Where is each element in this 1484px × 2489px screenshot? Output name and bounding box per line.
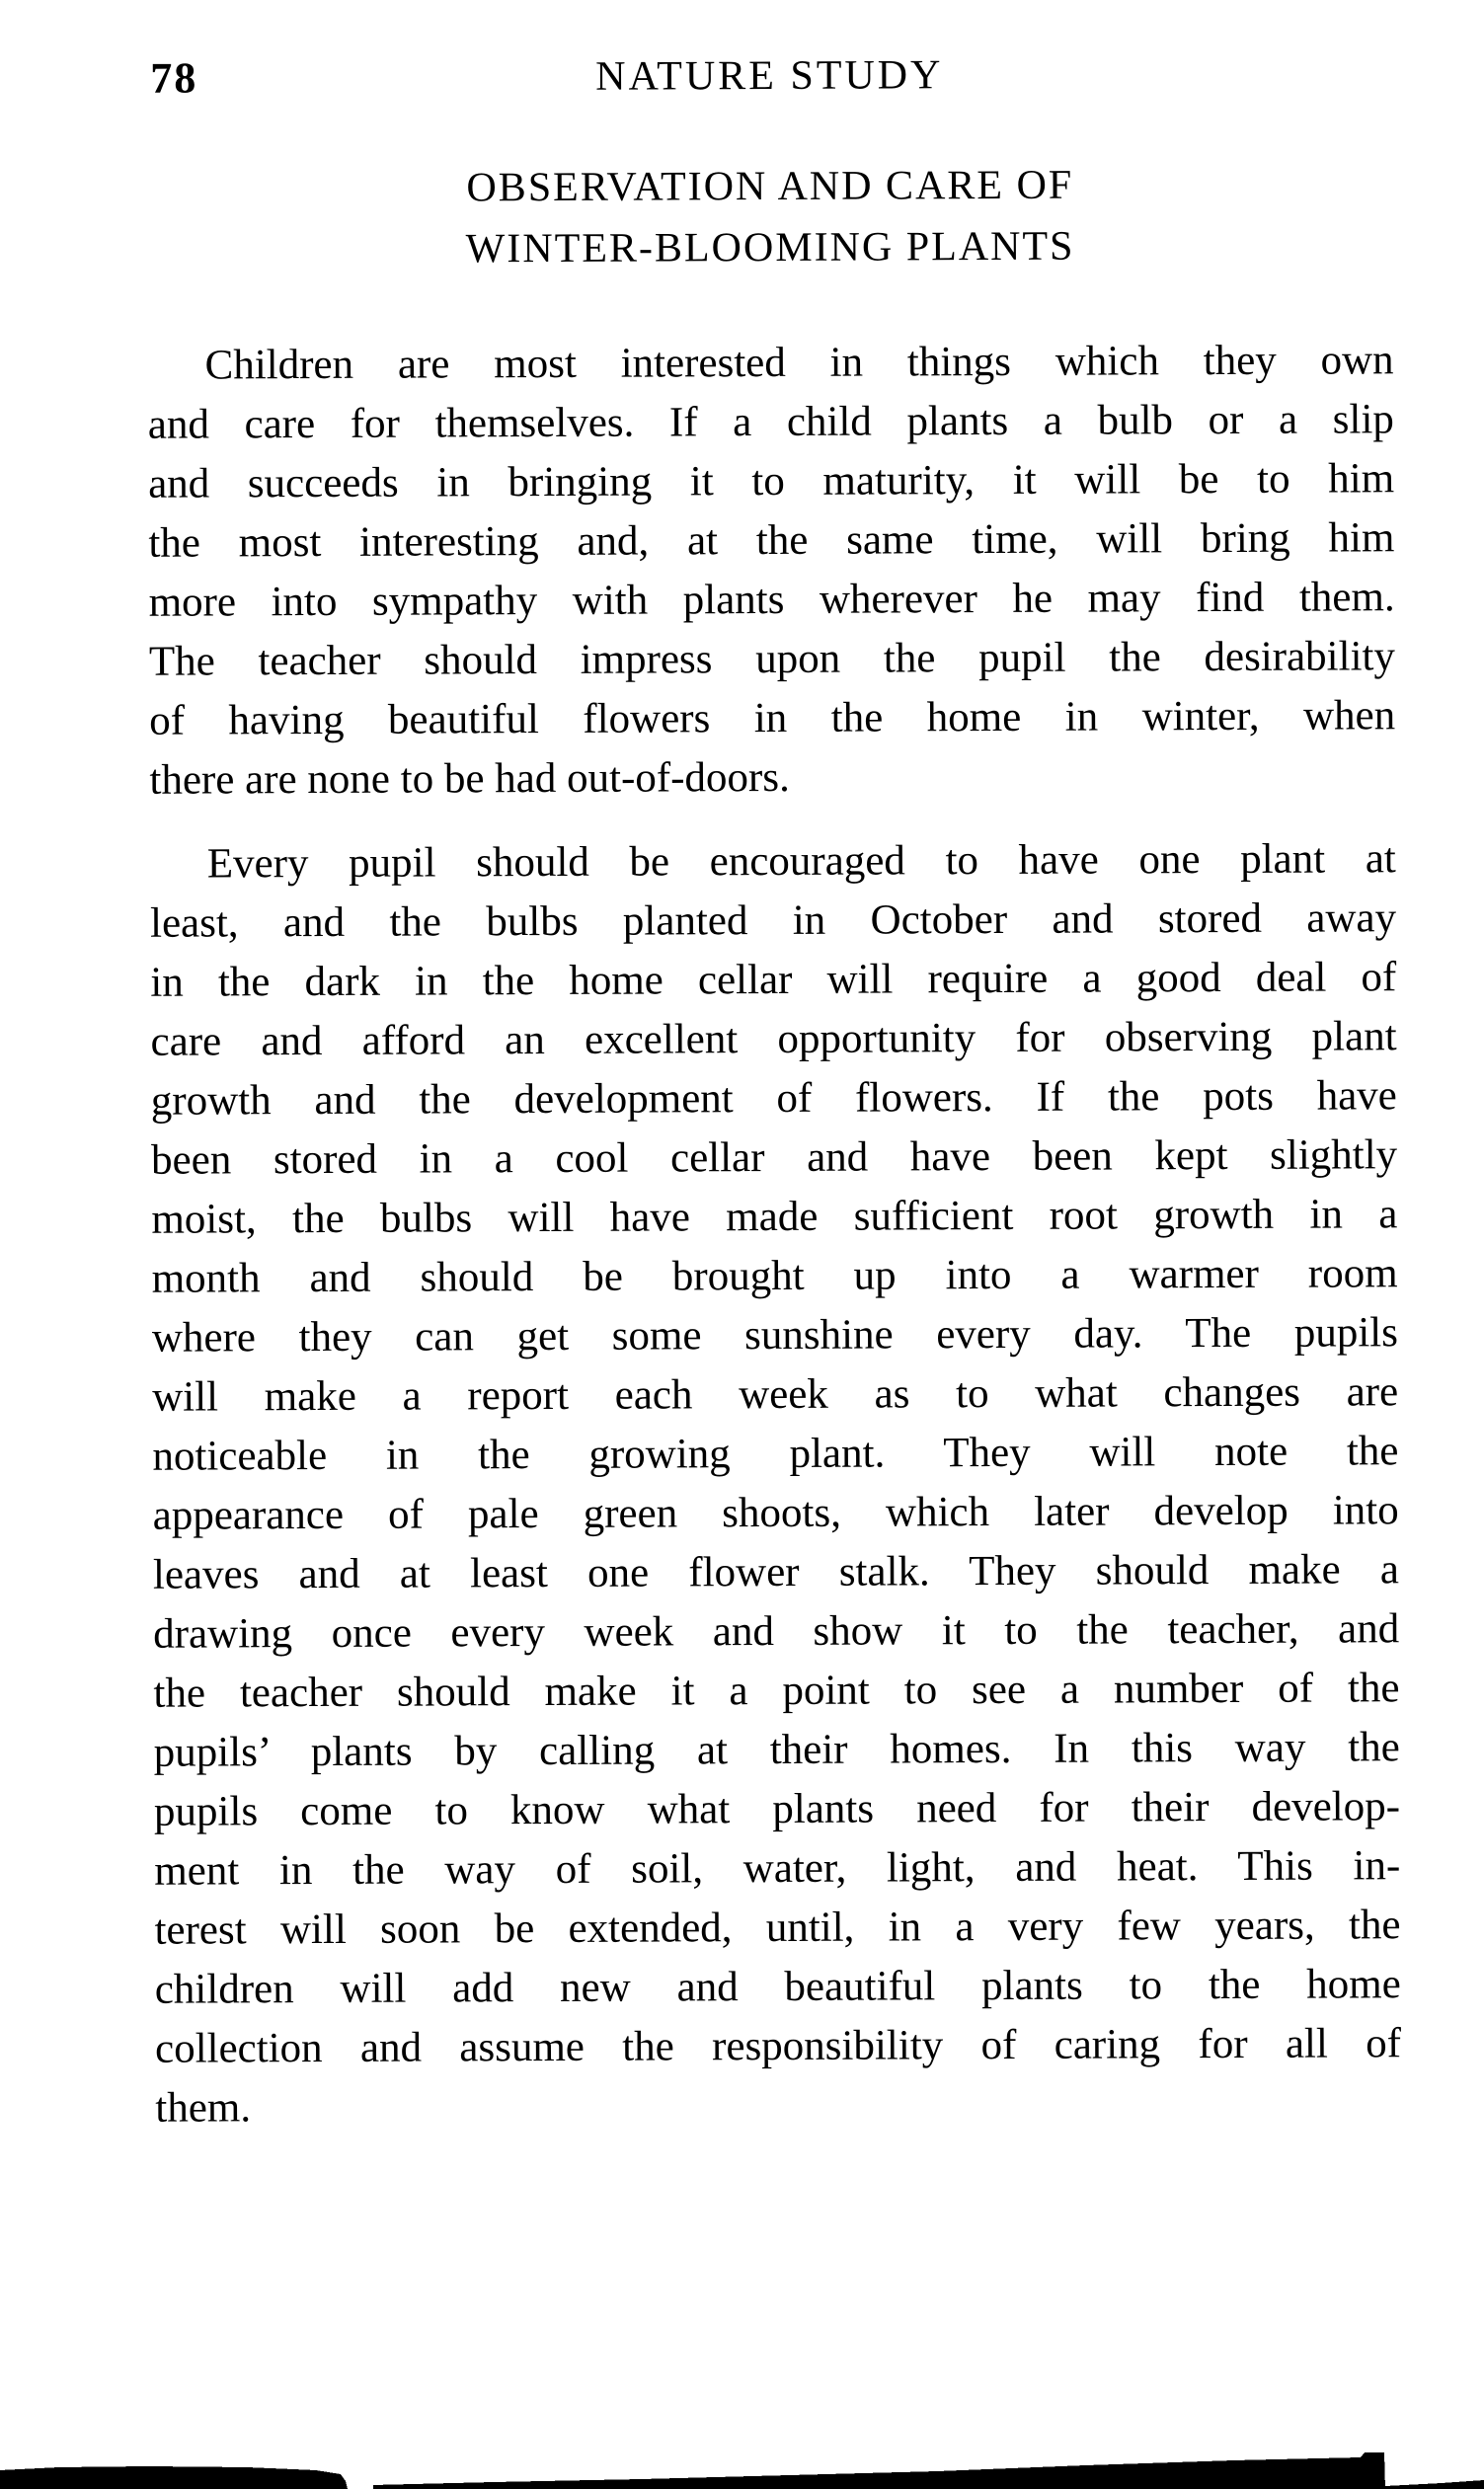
text-line: terest will soon be extended, until, in a very few years, the — [154, 1902, 1401, 1954]
running-title: NATURE STUDY — [595, 52, 944, 100]
scan-edge-artifact — [0, 2430, 1484, 2489]
text-line: appearance of pale green shoots, which later develop into — [152, 1487, 1399, 1539]
text-line: The teacher should impress upon the pupil the desirability — [148, 633, 1396, 685]
text-line: the most interesting and, at the same time, will bring him — [148, 514, 1395, 567]
running-header — [146, 48, 1392, 104]
text-line: pupils’ plants by calling at their homes. In this way the — [153, 1724, 1400, 1776]
text-line: where they can get some sunshine every day. The pupils — [151, 1309, 1398, 1361]
section-heading — [147, 153, 1394, 281]
text-line: least, and the bulbs planted in October and stored away — [149, 894, 1397, 947]
text-line: ment in the way of soil, water, light, and heat. This in- — [154, 1842, 1401, 1895]
text-line: Children are most interested in things which they own — [204, 337, 1394, 389]
paragraph — [150, 829, 1402, 2138]
section-heading-line2: WINTER-BLOOMING PLANTS — [465, 223, 1075, 272]
text-line: leaves and at least one flower stalk. They should make a — [152, 1546, 1400, 1598]
text-line: in the dark in the home cellar will require a good deal of — [150, 954, 1397, 1006]
page-content — [146, 0, 1402, 2132]
text-line: collection and assume the responsibility of caring for all of — [154, 2020, 1402, 2072]
text-line: the teacher should make it a point to see a number of the — [153, 1665, 1400, 1717]
paragraph — [147, 331, 1395, 811]
body-text — [147, 331, 1401, 2138]
text-line: noticeable in the growing plant. They will note the — [152, 1428, 1399, 1480]
text-line: been stored in a cool cellar and have been kept slightly — [151, 1131, 1398, 1184]
text-line: them. — [155, 2084, 252, 2132]
text-line: and care for themselves. If a child plants a bulb or a slip — [147, 396, 1394, 448]
text-line: drawing once every week and show it to the teacher, and — [153, 1605, 1400, 1658]
text-line: care and afford an excellent opportunity for observing plant — [150, 1013, 1397, 1065]
section-heading-line1: OBSERVATION AND CARE OF — [466, 162, 1074, 211]
text-line: will make a report each week as to what changes are — [152, 1368, 1399, 1421]
text-line: of having beautiful flowers in the home in winter, when — [149, 692, 1396, 744]
text-line: children will add new and beautiful plants to the home — [154, 1961, 1401, 2013]
text-line: moist, the bulbs will have made sufficient root growth in a — [151, 1191, 1398, 1243]
text-line: and succeeds in bringing it to maturity, it will be to him — [148, 455, 1395, 507]
page-number: 78 — [150, 53, 198, 103]
text-line: there are none to be had out-of-doors. — [149, 753, 790, 804]
text-line: growth and the development of flowers. If the pots have — [150, 1072, 1397, 1125]
text-line: month and should be brought up into a warmer room — [151, 1250, 1398, 1302]
text-line: Every pupil should be encouraged to have one plant at — [206, 835, 1396, 888]
text-line: pupils come to know what plants need for their develop- — [153, 1783, 1401, 1835]
text-line: more into sympathy with plants wherever he may find them. — [148, 574, 1395, 626]
